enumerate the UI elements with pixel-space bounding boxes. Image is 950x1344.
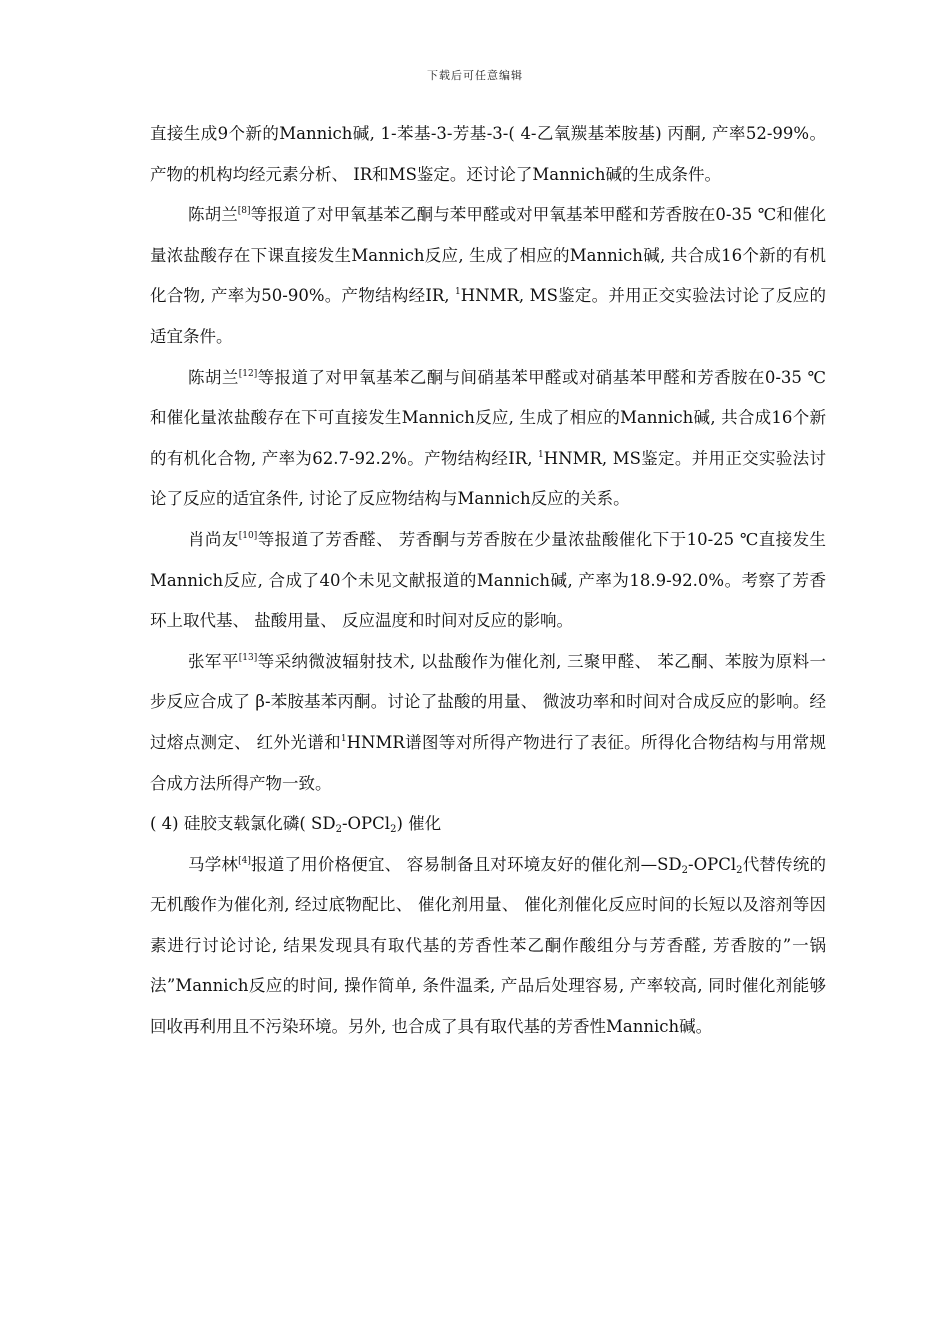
author-name: 肖尚友 — [188, 529, 239, 549]
heading-text: -OPCl — [341, 814, 391, 834]
page-header: 下载后可任意编辑 — [427, 69, 523, 82]
paragraph-5 — [150, 642, 826, 804]
subscript: 2 — [681, 864, 689, 876]
paragraph-3 — [150, 358, 826, 520]
subscript: 2 — [736, 864, 743, 876]
citation-ref: [13] — [238, 652, 258, 663]
paragraph-1 — [150, 114, 826, 195]
heading-text: ) 催化 — [396, 814, 442, 834]
paragraph-text: 等报道了芳香醛、 芳香酮与芳香胺在少量浓盐酸催化下于10-25 ℃直接发生Mannich反应, 合成了40个未见文献报道的Mannich碱, 产率为18.9-92.0%。考察了芳香环上取代基、 盐酸用量、 反应温度和时间对反应的影响。 — [150, 529, 827, 631]
subscript: 2 — [335, 824, 342, 836]
superscript: 1 — [455, 287, 461, 298]
section-heading — [150, 804, 826, 845]
document-body — [150, 114, 826, 1048]
citation-ref: [12] — [238, 368, 258, 379]
paragraph-text: 直接生成9个新的Mannich碱, 1-苯基-3-芳基-3-( 4-乙氧羰基苯胺基) 丙酮, 产率52-99%。产物的机构均经元素分析、 IR和MS鉴定。还讨论了Mannich碱的生成条件。 — [150, 124, 826, 184]
citation-ref: [8] — [237, 206, 251, 217]
paragraph-text: 报道了用价格便宜、 容易制备且对环境友好的催化剂—SD — [250, 854, 682, 874]
paragraph-text: 等报道了对甲氧基苯乙酮与间硝基苯甲醛或对硝基苯甲醛和芳香胺在0-35 ℃和催化量浓盐酸存在下可直接发生Mannich反应, 生成了相应的Mannich碱, 共合成16个新的有机化合物, 产率为62.7-92.2%。产物结构经IR, — [150, 367, 827, 468]
paragraph-text: HNMR, MS鉴定。并用正交实验法讨论了反应的适宜条件。 — [150, 286, 826, 346]
superscript: 1 — [538, 449, 544, 460]
heading-text: ( 4) 硅胶支载氯化磷( SD — [150, 814, 336, 834]
paragraph-text: HNMR, MS鉴定。并用正交实验法讨论了反应的适宜条件, 讨论了反应物结构与Mannich反应的关系。 — [150, 448, 826, 509]
author-name: 陈胡兰 — [188, 205, 238, 225]
author-name: 马学林 — [188, 854, 239, 874]
paragraph-text: 等报道了对甲氧基苯乙酮与苯甲醛或对甲氧基苯甲醛和芳香胺在0-35 ℃和催化量浓盐酸存在下课直接发生Mannich反应, 生成了相应的Mannich碱, 共合成16个新的有机化合物, 产率为50-90%。产物结构经IR, — [150, 205, 826, 306]
paragraph-6 — [150, 845, 826, 1048]
paragraph-text: 代替传统的无机酸作为催化剂, 经过底物配比、 催化剂用量、 催化剂催化反应时间的长短以及溶剂等因素进行讨论讨论, 结果发现具有取代基的芳香性苯乙酮作酸组分与芳香醛, 芳香胺的”一锅法”Mannich反应的时间, 操作简单, 条件温柔, 产品后处理容易, 产率较高, 同时催化剂能够回收再利用且不污染环境。另外, 也合成了具有取代基的芳香性Mannich碱。 — [150, 854, 827, 1037]
author-name: 张军平 — [188, 651, 239, 671]
citation-ref: [10] — [238, 530, 258, 541]
paragraph-text: 等采纳微波辐射技术, 以盐酸作为催化剂, 三聚甲醛、 苯乙酮、苯胺为原料一步反应合成了 β-苯胺基苯丙酮。讨论了盐酸的用量、 微波功率和时间对合成反应的影响。经过熔点测定、 红外光谱和 — [150, 651, 826, 752]
paragraph-text: -OPCl — [688, 854, 737, 874]
author-name: 陈胡兰 — [188, 367, 239, 387]
paragraph-text: HNMR谱图等对所得产物进行了表征。所得化合物结构与用常规合成方法所得产物一致。 — [150, 732, 826, 793]
citation-ref: [4] — [238, 855, 251, 866]
paragraph-2 — [150, 195, 826, 357]
superscript: 1 — [340, 733, 347, 744]
subscript: 2 — [390, 824, 397, 836]
paragraph-4 — [150, 520, 826, 642]
